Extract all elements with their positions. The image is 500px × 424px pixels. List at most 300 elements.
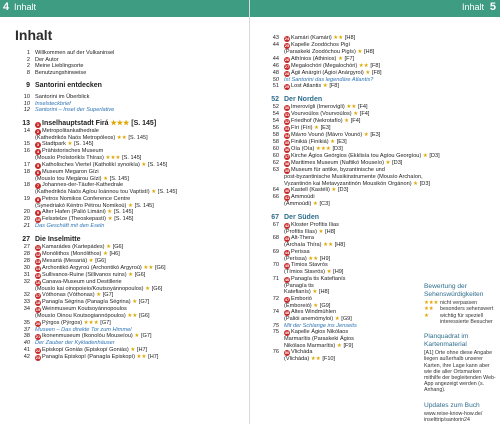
toc-entry-label: Inselsteckbrief bbox=[35, 100, 71, 107]
toc-entry-label: Fíri (Fíri) bbox=[291, 125, 313, 131]
poi-marker-icon: 3 bbox=[36, 142, 40, 147]
map-grid-reference: [S. 145] bbox=[74, 141, 94, 147]
toc-entry-label: Panagía tis Katefianís bbox=[291, 275, 346, 282]
toc-entry-text bbox=[284, 276, 421, 283]
toc-entry-text bbox=[284, 329, 421, 336]
map-grid-reference: [H7] bbox=[136, 346, 148, 353]
toc-entry-text bbox=[35, 209, 242, 216]
toc-page-number: 75 bbox=[272, 329, 279, 335]
toc-entry-text bbox=[284, 235, 421, 242]
map-grid-reference: [H7] bbox=[148, 353, 159, 360]
map-grid-reference: [F10] bbox=[322, 356, 336, 362]
toc-page-number: 35 bbox=[23, 319, 30, 326]
toc-entry[interactable] bbox=[6, 292, 242, 299]
poi-marker-icon: 39 bbox=[284, 168, 290, 173]
updates-url-line1[interactable]: www.reise-know-how.de/ bbox=[424, 411, 483, 418]
rating-stars-icon: ★★★ bbox=[110, 119, 130, 127]
toc-entry[interactable] bbox=[255, 222, 421, 229]
poi-marker-icon: 46 bbox=[284, 276, 290, 282]
toc-entry[interactable] bbox=[255, 235, 421, 242]
toc-entry-label: Maritimes Museum (Naftikó Mouseío) bbox=[291, 160, 384, 166]
toc-entry-label: Megalochóri (Megalochóri) bbox=[291, 62, 358, 69]
toc-entry-label: Sullivanos-Ruine (Sillivanos ruins) bbox=[42, 271, 127, 278]
toc-entry[interactable] bbox=[6, 120, 242, 128]
toc-entry-label: Der Zauber der Kykladenhäuser bbox=[35, 340, 115, 346]
toc-entry[interactable] bbox=[255, 356, 421, 363]
toc-entry[interactable] bbox=[255, 153, 440, 160]
toc-entry[interactable] bbox=[255, 201, 421, 208]
toc-entry-text bbox=[35, 292, 242, 299]
toc-entry-label: Canava-Museum und Destillerie bbox=[42, 278, 122, 285]
poi-marker-icon: 20 bbox=[35, 320, 41, 326]
toc-entry[interactable] bbox=[255, 132, 421, 139]
toc-page-number: 33 bbox=[23, 299, 30, 305]
toc-page-number: 32 bbox=[23, 278, 30, 285]
toc-entry[interactable] bbox=[6, 82, 242, 90]
toc-entry-label: Weinmuseum Koutsoyánnopoulos bbox=[42, 306, 127, 312]
rating-stars-icon: ★ bbox=[353, 111, 359, 117]
toc-entry-label: Archontikó Argyroú (Archontikó Argyroú) bbox=[42, 264, 142, 271]
rating-stars-icon: ★ bbox=[322, 83, 328, 89]
toc-entry[interactable] bbox=[6, 272, 242, 279]
toc-entry-text bbox=[35, 70, 242, 77]
toc-page-number: 66 bbox=[272, 194, 279, 200]
rating-stars-icon: ★★ bbox=[310, 356, 321, 362]
toc-entry[interactable] bbox=[255, 187, 421, 194]
toc-entry-label: Monólithos (Monólithos) bbox=[42, 250, 102, 257]
map-grid-reference: [E3] bbox=[370, 132, 381, 138]
toc-page-number: 44 bbox=[272, 55, 279, 62]
poi-marker-icon: 9 bbox=[36, 210, 40, 215]
rating-stars-icon: ★ bbox=[422, 153, 428, 159]
toc-entry[interactable] bbox=[6, 265, 242, 272]
map-grid-reference: [F9] bbox=[343, 342, 354, 349]
toc-entry-label: (Synedriakó Kéntro Pétrou Nomikoú) bbox=[35, 202, 127, 209]
toc-entry-text bbox=[35, 306, 242, 313]
toc-entry[interactable] bbox=[6, 306, 242, 313]
toc-entry-label: Der Norden bbox=[284, 96, 323, 103]
toc-entry-text bbox=[35, 169, 242, 176]
toc-entry-text bbox=[35, 244, 242, 251]
map-grid-reference: [G6] bbox=[112, 243, 124, 250]
toc-entry-label: Alt-Thera bbox=[291, 235, 315, 241]
poi-marker-icon: 47 bbox=[284, 296, 290, 302]
rating-stars-icon: ★ bbox=[313, 302, 319, 309]
toc-page-number: 17 bbox=[23, 161, 30, 168]
toc-entry-text bbox=[284, 153, 440, 160]
poi-marker-icon: 10 bbox=[35, 217, 41, 222]
toc-entry[interactable] bbox=[255, 160, 421, 167]
poi-marker-icon: 37 bbox=[284, 154, 290, 159]
map-grid-reference: [S. 145] bbox=[122, 155, 142, 161]
rating-stars-icon: ★★★ bbox=[83, 319, 99, 326]
map-grid-reference: [S. 145] bbox=[157, 189, 178, 195]
toc-page-number: 44 bbox=[272, 42, 279, 48]
poi-marker-icon: 13 bbox=[35, 258, 41, 264]
toc-entry-label: Perissa bbox=[291, 248, 310, 255]
rating-stars-icon: ★ bbox=[102, 250, 108, 257]
toc-entry-text bbox=[35, 141, 242, 148]
rating-stars-icon: ★ bbox=[385, 160, 391, 166]
updates-url-line2[interactable]: inselttrip/santorin24 bbox=[424, 417, 470, 424]
toc-entry-label: (Kathedrikós Naós Metropóleos) bbox=[35, 134, 116, 141]
toc-entry-text bbox=[35, 354, 242, 361]
toc-entry-label: (Mousío tou Megárou Gízi) bbox=[35, 175, 102, 182]
toc-page-number: 63 bbox=[272, 167, 279, 173]
poi-marker-icon: 15 bbox=[35, 272, 41, 278]
toc-entry-text bbox=[284, 132, 421, 139]
map-grid-reference: [H9] bbox=[333, 269, 344, 275]
rating-stars-icon: ★ bbox=[330, 139, 336, 145]
poi-marker-icon: 43 bbox=[284, 236, 290, 241]
toc-entry[interactable] bbox=[255, 111, 421, 118]
poi-marker-icon: 19 bbox=[35, 307, 41, 312]
rating-stars-icon: ★★ bbox=[346, 104, 357, 110]
poi-marker-icon: 16 bbox=[35, 279, 41, 285]
poi-marker-icon: 31 bbox=[284, 112, 290, 117]
toc-entry-text bbox=[284, 214, 421, 222]
toc-entry-text bbox=[284, 56, 421, 63]
toc-entry-label: Santorini entdecken bbox=[35, 82, 102, 89]
toc-entry-label: Kamári (Kamári) bbox=[291, 35, 332, 41]
toc-page-number: 54 bbox=[272, 118, 279, 124]
toc-entry[interactable] bbox=[255, 104, 421, 111]
toc-page-number: 75 bbox=[272, 322, 279, 329]
toc-entry-label: Emborió bbox=[291, 295, 312, 302]
rating-stars-icon: ★ bbox=[103, 175, 109, 182]
rating-stars-icon: ★ bbox=[67, 141, 73, 147]
toc-entry-text bbox=[35, 265, 242, 272]
toc-entry[interactable] bbox=[255, 146, 421, 153]
toc-entry-text bbox=[284, 146, 421, 153]
map-grid-reference: [D3] bbox=[429, 153, 440, 159]
toc-entry-label: Prähistorisches Museum bbox=[42, 148, 104, 154]
toc-entry-label: (Tímios Stavrós) bbox=[284, 269, 326, 275]
toc-entry-label: Ammoúdi bbox=[291, 194, 315, 200]
map-grid-reference: [S. 145] bbox=[134, 202, 154, 209]
toc-entry-label: Felsstelze (Theoskepastí) bbox=[42, 216, 107, 222]
toc-entry-text bbox=[284, 309, 421, 316]
rating-stars-icon: ★ bbox=[141, 161, 147, 168]
toc-entry-text bbox=[284, 160, 421, 167]
toc-entry-text bbox=[284, 125, 421, 132]
toc-entry-label: Kamarádes (Kartepádes) bbox=[42, 243, 105, 250]
toc-entry-label: Willkommen auf der Vulkaninsel bbox=[35, 50, 115, 56]
toc-page-number: 13 bbox=[22, 119, 30, 127]
toc-entry-text bbox=[284, 167, 421, 174]
toc-entry-label: Museum Megaron Gízi bbox=[42, 168, 99, 175]
toc-page-number: 58 bbox=[272, 139, 279, 145]
toc-entry-label: Imerovígli (Imerovígli) bbox=[291, 104, 345, 110]
rating-stars-icon: ★ bbox=[132, 299, 138, 305]
toc-entry[interactable] bbox=[255, 167, 421, 174]
toc-entry-text bbox=[284, 70, 421, 77]
toc-entry[interactable] bbox=[6, 251, 242, 258]
toc-entry-text bbox=[35, 347, 242, 354]
map-grid-reference: [S. 145] bbox=[113, 209, 134, 215]
toc-entry[interactable] bbox=[6, 236, 242, 244]
map-grid-reference: [G7] bbox=[138, 299, 150, 305]
toc-entry[interactable] bbox=[6, 258, 242, 265]
toc-entry-label: Kirche Ágios Geórgios (Ekklisía tou Agíou Georgíou) bbox=[291, 153, 422, 159]
section-label-left: Inhalt bbox=[14, 2, 37, 12]
updates-title: Updates zum Buch bbox=[424, 401, 480, 409]
rating-stars-icon: ★ bbox=[326, 269, 332, 275]
toc-entry-text bbox=[35, 299, 242, 306]
poi-marker-icon: 17 bbox=[35, 293, 41, 298]
rating-stars-icon: ★ bbox=[365, 69, 371, 76]
toc-entry[interactable] bbox=[255, 296, 421, 303]
toc-entry-label: (Paliói anemómyloi) bbox=[284, 316, 334, 322]
rating-stars-icon: ★★ bbox=[127, 313, 138, 319]
toc-entry[interactable] bbox=[6, 216, 242, 223]
toc-entry[interactable] bbox=[6, 148, 242, 155]
poi-marker-icon: 14 bbox=[35, 265, 41, 271]
toc-entry[interactable] bbox=[6, 347, 242, 354]
toc-entry[interactable] bbox=[6, 299, 242, 306]
toc-entry[interactable] bbox=[255, 276, 421, 283]
toc-entry-text bbox=[35, 216, 242, 223]
rating-legend-row bbox=[424, 319, 496, 325]
toc-entry-label: Kapelle Zoodóchos Pigí bbox=[291, 42, 351, 48]
toc-entry[interactable] bbox=[6, 141, 242, 148]
toc-entry-label: Friedhof (Nekrotafío) bbox=[291, 118, 343, 124]
rating-stars-icon: ★ bbox=[128, 271, 134, 278]
rating-stars-icon: ★ bbox=[344, 118, 350, 124]
toc-entry[interactable] bbox=[255, 249, 421, 256]
toc-entry[interactable] bbox=[6, 182, 242, 189]
map-grid-reference: [G6] bbox=[138, 313, 150, 319]
map-grid-reference: [G7] bbox=[102, 292, 114, 298]
toc-entry[interactable] bbox=[6, 223, 242, 230]
toc-entry-label: Alter Hafen (Palió Limáni) bbox=[42, 209, 106, 215]
toc-entry[interactable] bbox=[255, 83, 421, 90]
toc-entry-label: Santorini im Überblick bbox=[35, 94, 90, 100]
toc-page-number: 20 bbox=[23, 209, 30, 215]
toc-entry[interactable] bbox=[255, 349, 421, 356]
poi-marker-icon: 45 bbox=[284, 263, 290, 268]
toc-entry[interactable] bbox=[6, 209, 242, 216]
toc-entry-label: Ágii Anárgiri (Ágioi Anárgyroi) bbox=[291, 69, 364, 76]
toc-entry-label: Kloster Profítis Ilias bbox=[291, 221, 339, 228]
toc-page-number: 43 bbox=[272, 35, 279, 41]
toc-entry-label: Inselhauptstadt Firá bbox=[42, 119, 109, 127]
toc-entry-text bbox=[284, 96, 421, 104]
toc-entry-label: Katholisches Viertel (Katholikí synoikía) bbox=[42, 161, 140, 168]
rating-stars-icon: ★ bbox=[127, 202, 133, 209]
toc-entry[interactable] bbox=[255, 125, 421, 132]
toc-page-number: 69 bbox=[272, 248, 279, 255]
map-grid-reference: [H8] bbox=[344, 35, 356, 41]
toc-entry-label: (Mousío Oinou Koutsogiannópoulos) bbox=[35, 313, 126, 319]
toc-page-number: 74 bbox=[272, 309, 279, 315]
toc-page-number: 58 bbox=[272, 132, 279, 138]
rating-stars-icon: ★ bbox=[336, 342, 342, 349]
toc-page-number: 2 bbox=[26, 63, 30, 69]
toc-entry-text bbox=[35, 258, 242, 265]
toc-entry[interactable] bbox=[6, 196, 242, 203]
toc-entry-label: (Mousío Proïstorikís Thíras) bbox=[35, 155, 104, 161]
toc-entry-label: (Panagía tis bbox=[284, 282, 314, 289]
toc-entry-text bbox=[35, 279, 242, 286]
toc-entry[interactable] bbox=[255, 139, 421, 146]
toc-page-number: 9 bbox=[26, 82, 30, 89]
toc-entry-text bbox=[284, 356, 421, 363]
rating-stars-icon bbox=[424, 319, 440, 325]
toc-entry-label: Lost Atlantis bbox=[291, 83, 322, 89]
rating-stars-icon: ★ bbox=[337, 55, 343, 62]
toc-entry-label: Katefianís) bbox=[284, 289, 311, 295]
poi-marker-icon: 41 bbox=[284, 195, 290, 200]
poi-marker-icon: 36 bbox=[284, 147, 290, 152]
toc-entry[interactable] bbox=[6, 128, 242, 135]
rating-stars-icon: ★ bbox=[151, 189, 157, 195]
toc-entry-label: Finikiá (Finikiá) bbox=[291, 139, 329, 145]
toc-entry-label: (Mousío kai oinopoieio/Koutsoyánnopoulos) bbox=[35, 285, 144, 292]
toc-entry[interactable] bbox=[255, 118, 421, 125]
toc-entry-label: Altes Windmühlen bbox=[291, 309, 337, 315]
map-grid-reference: [E3] bbox=[336, 139, 347, 145]
toc-entry[interactable] bbox=[255, 96, 421, 104]
rating-stars-icon: ★★ bbox=[136, 353, 147, 360]
toc-entry[interactable] bbox=[6, 279, 242, 286]
toc-page-number: 76 bbox=[272, 349, 279, 355]
toc-page-number: 10 bbox=[23, 100, 30, 107]
toc-entry-label: Episkopí Goniás (Episkopí Goniás) bbox=[42, 346, 129, 353]
poi-marker-icon: 38 bbox=[284, 161, 290, 166]
toc-page-number: 27 bbox=[22, 235, 30, 243]
toc-page-number: 15 bbox=[23, 141, 30, 147]
toc-page-number: 28 bbox=[23, 250, 30, 257]
rating-stars-icon: ★ bbox=[312, 289, 318, 295]
toc-page-number: 28 bbox=[23, 257, 30, 264]
toc-entry-label: Panagía Episkopí (Panagía Episkopí) bbox=[42, 353, 135, 360]
toc-page-number: 48 bbox=[272, 69, 279, 76]
toc-entry[interactable] bbox=[255, 329, 421, 336]
toc-page-number: 20 bbox=[23, 216, 30, 222]
rating-stars-icon: ★ bbox=[145, 285, 151, 292]
rating-stars-icon: ★ bbox=[413, 180, 419, 187]
rating-stars-icon: ★ bbox=[314, 125, 320, 131]
toc-entry-label: Santorini – Insel der Superlative bbox=[35, 107, 115, 113]
toc-entry-text bbox=[284, 35, 421, 42]
toc-entry[interactable] bbox=[255, 56, 421, 63]
map-grid-reference: [D3] bbox=[332, 146, 343, 152]
toc-entry[interactable] bbox=[255, 42, 421, 49]
toc-entry[interactable] bbox=[255, 214, 421, 222]
map-grid-reference: [G6] bbox=[154, 264, 166, 271]
section-label-right: Inhalt bbox=[461, 2, 484, 12]
map-grid-reference: [S. 145] bbox=[147, 161, 168, 168]
poi-marker-icon: 29 bbox=[284, 84, 290, 89]
toc-entry-text bbox=[284, 118, 421, 125]
rating-stars-icon: ★ bbox=[331, 187, 337, 193]
toc-entry[interactable] bbox=[255, 63, 421, 70]
map-grid-reference: [G9] bbox=[341, 316, 352, 322]
map-grid-reference: [H8] bbox=[363, 49, 375, 55]
toc-entry-text bbox=[35, 107, 242, 114]
toc-entry[interactable] bbox=[6, 333, 242, 340]
toc-entry[interactable] bbox=[6, 70, 242, 77]
toc-page-number: 67 bbox=[272, 221, 279, 228]
rating-legend-title: Bewertung der Sehenswürdigkeiten bbox=[424, 283, 484, 298]
toc-entry-text bbox=[284, 42, 421, 49]
map-grid-reference: [F7] bbox=[344, 55, 355, 62]
toc-page-number: 54 bbox=[272, 111, 279, 117]
rating-stars-icon: ★ bbox=[318, 228, 324, 235]
toc-entry[interactable] bbox=[6, 169, 242, 176]
map-grid-reference: [F4] bbox=[357, 104, 368, 110]
toc-entry-text bbox=[35, 320, 242, 327]
toc-entry-label: (Emboreió) bbox=[284, 302, 312, 309]
toc-entry[interactable] bbox=[6, 244, 242, 251]
map-grid-reference: [D3] bbox=[392, 160, 403, 166]
rating-stars-icon: ★★ bbox=[323, 242, 334, 248]
poi-marker-icon: 12 bbox=[35, 251, 41, 257]
toc-entry-label: Benutzungshinweise bbox=[35, 69, 87, 76]
toc-entry-text bbox=[284, 63, 421, 70]
rating-stars-icon: ★ bbox=[96, 292, 102, 298]
poi-marker-icon: 24 bbox=[284, 36, 290, 41]
poi-marker-icon: 27 bbox=[284, 63, 290, 69]
toc-entry[interactable] bbox=[255, 262, 421, 269]
toc-entry-text bbox=[35, 236, 242, 244]
toc-entry-label: Vóthonas (Vóthonas) bbox=[42, 292, 95, 298]
rating-stars-icon: ★ bbox=[106, 243, 112, 250]
toc-entry-text bbox=[35, 196, 242, 203]
toc-entry-text bbox=[284, 222, 421, 229]
toc-entry-text bbox=[284, 262, 421, 269]
toc-entry[interactable] bbox=[6, 320, 242, 327]
toc-entry[interactable] bbox=[6, 162, 242, 169]
rating-stars-icon: ★★★ bbox=[424, 300, 439, 307]
map-grid-reference: [H6] bbox=[109, 250, 120, 257]
toc-entry[interactable] bbox=[6, 354, 242, 361]
toc-entry-text bbox=[35, 182, 242, 189]
map-grid-reference: [C3] bbox=[319, 201, 330, 207]
toc-entry-text bbox=[35, 223, 242, 230]
rating-stars-icon: ★ bbox=[424, 312, 429, 319]
toc-page-number: 62 bbox=[272, 160, 279, 166]
toc-entry-label: Metropolitankathedrale bbox=[42, 127, 99, 134]
toc-entry[interactable] bbox=[255, 35, 421, 42]
toc-page-number: 34 bbox=[23, 306, 30, 312]
poi-marker-icon: 28 bbox=[284, 70, 290, 76]
toc-page-number: 1 bbox=[26, 50, 30, 56]
toc-entry-text bbox=[284, 83, 421, 90]
toc-page-number: 30 bbox=[23, 264, 30, 271]
toc-entry-label: (Ammoúdi) bbox=[284, 201, 312, 207]
toc-entry-text bbox=[284, 201, 421, 208]
toc-entry-text bbox=[35, 251, 242, 258]
poi-marker-icon: 42 bbox=[284, 222, 290, 228]
toc-entry[interactable] bbox=[255, 194, 421, 201]
poi-marker-icon: 35 bbox=[284, 140, 290, 145]
toc-entry[interactable] bbox=[255, 70, 421, 77]
toc-entry-label: Panagía Ségrina (Panagía Ségrina) bbox=[42, 299, 131, 305]
map-grid-reference: [S. 145] bbox=[128, 134, 148, 141]
toc-entry[interactable] bbox=[6, 107, 242, 114]
toc-page-number: 12 bbox=[23, 107, 30, 113]
poi-marker-icon: 1 bbox=[36, 121, 40, 127]
toc-page-number: 10 bbox=[23, 94, 30, 100]
toc-entry-label: Johannes-der-Täufer-Kathedrale bbox=[42, 182, 124, 188]
toc-entry[interactable] bbox=[255, 309, 421, 316]
toc-page-number: 18 bbox=[23, 182, 30, 188]
poi-marker-icon: 49 bbox=[284, 330, 290, 335]
rating-stars-icon: ★ bbox=[107, 209, 113, 215]
page-title: Inhalt bbox=[15, 27, 53, 43]
